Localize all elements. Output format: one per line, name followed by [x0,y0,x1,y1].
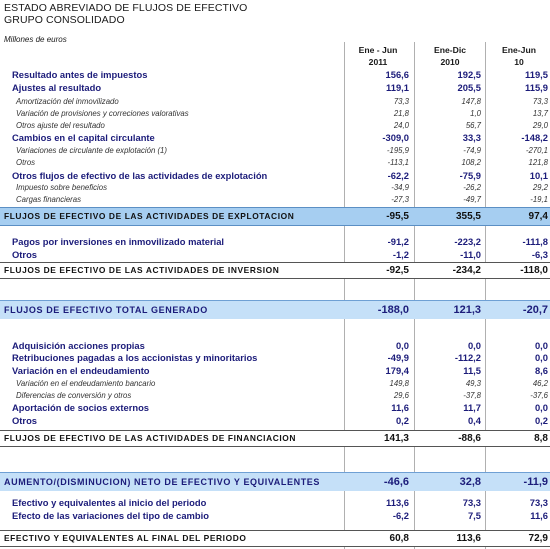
row-value-1: 113,6 [386,497,409,508]
row-label: Variaciones de circulante de explotación (1) [16,146,167,155]
report-subtitle: GRUPO CONSOLIDADO [4,14,125,26]
table-row [0,401,550,414]
row-value-1: 24,0 [393,121,409,130]
row-label: Efecto de las variaciones del tipo de cambio [12,510,209,521]
row-value-1: -92,5 [386,265,409,276]
column-header-3 [490,44,548,68]
table-row [0,351,550,364]
total-row [0,207,550,226]
row-value-2: -88,6 [458,433,481,444]
row-value-2: 32,8 [459,476,481,488]
row-value-3: 115,9 [525,82,548,93]
row-value-1: -49,9 [387,352,409,363]
row-value-2: 113,6 [456,533,481,544]
row-value-3: -20,7 [522,304,548,316]
row-value-3: 0,0 [534,352,548,363]
table-row [0,235,550,248]
row-value-1: -6,2 [392,510,409,521]
row-value-3: 13,7 [532,109,548,118]
row-value-2: 205,5 [457,82,481,93]
row-label: Variación en el endeudamiento bancario [16,379,156,388]
column-header-3-year: 10 [514,57,524,67]
row-value-3: 97,4 [528,211,548,222]
row-label: Ajustes al resultado [12,82,102,93]
row-value-1: 73,3 [393,97,409,106]
row-value-1: -91,2 [387,236,409,247]
row-label: Otros flujos de efectivo de las actividades de explotación [12,170,268,181]
row-value-1: 0,0 [395,340,409,351]
row-label: AUMENTO/(DISMINUCION) NETO DE EFECTIVO Y EQUIVALENTES [4,477,320,487]
row-value-3: -11,9 [523,476,548,488]
total-row [0,300,550,319]
row-value-1: 119,1 [386,82,409,93]
row-value-3: 73,3 [529,497,548,508]
row-value-2: 11,5 [463,365,481,376]
row-value-3: 0,2 [534,415,548,426]
row-label: Adquisición acciones propias [12,340,145,351]
total-row [0,430,550,447]
column-header-2 [419,44,481,68]
row-value-3: 10,1 [529,170,548,181]
row-value-2: -37,8 [463,391,481,400]
row-value-2: 121,3 [453,304,481,316]
row-value-1: 29,6 [393,391,409,400]
row-value-2: -49,7 [463,195,481,204]
report-title: ESTADO ABREVIADO DE FLUJOS DE EFECTIVO [4,2,248,14]
total-row [0,262,550,279]
row-value-3: 29,2 [532,183,548,192]
row-value-1: -27,3 [391,195,409,204]
column-header-1-year: 2011 [368,57,388,67]
row-value-1: -309,0 [382,132,409,143]
row-label: FLUJOS DE EFECTIVO DE LAS ACTIVIDADES DE EXPLOTACION [4,211,295,221]
row-value-1: -34,9 [391,183,409,192]
row-label: Pagos por inversiones en inmovilizado material [12,236,225,247]
row-value-2: 11,7 [463,402,481,413]
row-value-3: 121,8 [528,158,548,167]
row-value-3: 0,0 [534,402,548,413]
row-value-1: -195,9 [386,146,409,155]
row-label: Amortización del inmovilizado [16,97,119,106]
row-value-3: 11,6 [530,510,548,521]
row-value-1: -62,2 [387,170,409,181]
row-value-1: 179,4 [385,365,409,376]
row-value-3: 72,9 [528,533,548,544]
row-label: Otros [12,249,38,260]
row-label: Impuesto sobre beneficios [16,183,108,192]
row-label: Diferencias de conversión y otros [16,391,132,400]
column-header-2-year: 2010 [440,57,460,67]
total-row [0,472,550,491]
table-row [0,131,550,144]
row-label: Cambios en el capital circulante [12,132,155,143]
row-value-3: -6,3 [531,249,548,260]
row-label: FLUJOS DE EFECTIVO TOTAL GENERADO [4,305,208,315]
row-label: Otros ajuste del resultado [16,121,105,130]
row-value-2: 73,3 [462,497,481,508]
row-value-1: 156,6 [385,69,409,80]
row-value-3: -37,6 [530,391,548,400]
row-label: FLUJOS DE EFECTIVO DE LAS ACTIVIDADES DE FINANCIACION [4,433,297,443]
table-row [0,248,550,261]
column-header-3-period: Ene-Jun [502,45,536,55]
total-row [0,530,550,547]
row-value-2: 192,5 [457,69,481,80]
row-value-2: -74,9 [463,146,481,155]
row-value-1: -188,0 [377,304,409,316]
table-row [0,364,550,377]
row-label: EFECTIVO Y EQUIVALENTES AL FINAL DEL PERIODO [4,533,247,543]
row-value-2: 147,8 [461,97,481,106]
units-note: Millones de euros [4,35,67,44]
row-value-3: -19,1 [530,195,548,204]
row-value-1: -1,2 [392,249,409,260]
row-value-2: -223,2 [454,236,481,247]
row-value-2: -112,2 [454,352,481,363]
row-label: Resultado antes de impuestos [12,69,148,80]
row-value-2: 0,0 [467,340,481,351]
row-value-1: 11,6 [391,402,409,413]
row-value-1: -46,6 [383,476,409,488]
row-value-2: 49,3 [465,379,481,388]
table-row [0,414,550,427]
row-value-2: 33,3 [462,132,481,143]
table-row [0,81,550,94]
row-value-1: 21,8 [393,109,409,118]
row-value-1: 149,8 [389,379,409,388]
row-value-2: 1,0 [470,109,481,118]
row-value-3: 73,3 [532,97,548,106]
row-value-2: -234,2 [452,265,481,276]
row-value-3: 0,0 [534,340,548,351]
table-row [0,509,550,522]
sub-row [0,156,550,169]
table-row [0,496,550,509]
row-value-3: -148,2 [521,132,548,143]
row-value-2: 7,5 [467,510,481,521]
row-label: Otros [12,415,38,426]
row-value-1: 141,3 [383,433,409,444]
row-value-2: -26,2 [463,183,481,192]
row-value-1: -95,5 [386,211,409,222]
column-header-1 [347,44,409,68]
row-value-3: -118,0 [520,265,548,276]
row-label: Cargas financieras [16,195,82,204]
row-value-2: -75,9 [459,170,481,181]
row-value-3: 8,6 [534,365,548,376]
sub-row [0,193,550,206]
column-header-2-period: Ene-Dic [434,45,466,55]
row-value-3: -270,1 [525,146,548,155]
row-value-1: 0,2 [395,415,409,426]
row-value-3: 46,2 [532,379,548,388]
row-value-1: 60,8 [389,533,409,544]
row-label: Variación en el endeudamiento [12,365,150,376]
row-label: FLUJOS DE EFECTIVO DE LAS ACTIVIDADES DE INVERSION [4,265,280,275]
row-label: Aportación de socios externos [12,402,150,413]
row-value-2: 108,2 [461,158,481,167]
row-label: Variación de provisiones y correciones valorativas [16,109,189,118]
row-value-3: 119,5 [525,69,548,80]
row-value-3: 8,8 [534,433,548,444]
row-value-1: -113,1 [387,158,409,167]
row-value-3: 29,0 [532,121,548,130]
row-label: Otros [16,158,36,167]
table-row [0,68,550,81]
row-value-3: -111,8 [522,236,548,247]
row-value-2: -11,0 [460,249,481,260]
column-header-1-period: Ene - Jun [358,45,398,55]
row-value-2: 0,4 [467,415,481,426]
row-label: Retribuciones pagadas a los accionistas y minoritarios [12,352,258,363]
row-value-2: 56,7 [465,121,481,130]
row-label: Efectivo y equivalentes al inicio del periodo [12,497,207,508]
row-value-2: 355,5 [455,211,481,222]
